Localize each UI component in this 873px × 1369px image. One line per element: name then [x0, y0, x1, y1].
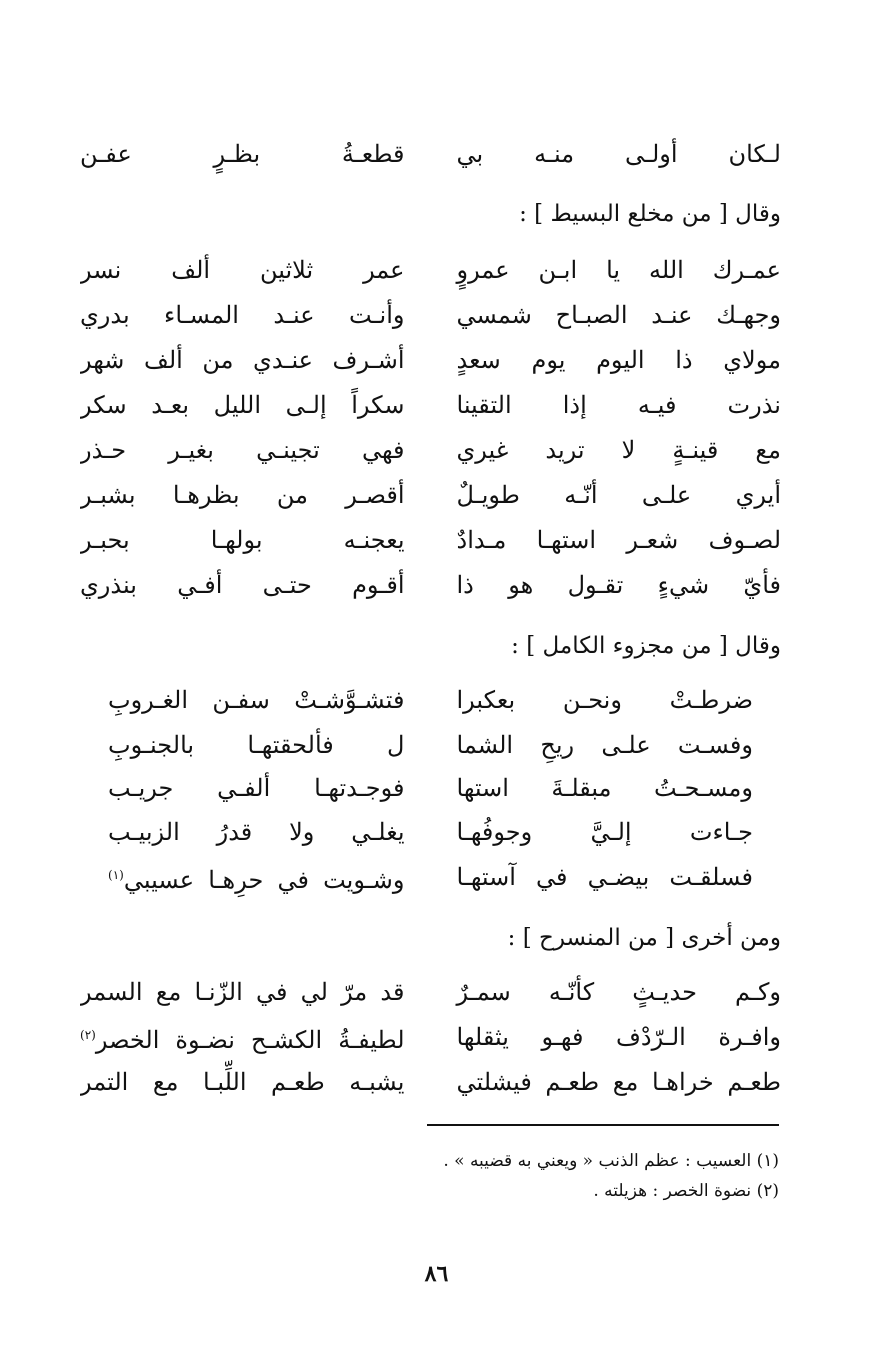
verse-line [80, 1060, 781, 1104]
verse-first-hemistich: جـاءت إلـيَّ وجوفُهـا [456, 818, 753, 846]
verse-second-hemistich: قطعـةُ بظـرٍ عفـن [80, 140, 405, 168]
verse-first-hemistich: وافـرة الـرّدْف فهـو يثقلها [456, 1023, 781, 1051]
verse-line [80, 383, 781, 427]
section-heading: ومن أخرى [ من المنسرح ] : [507, 925, 781, 951]
verse-first-hemistich: وكـم حديـثٍ كأنّـه سمـرٌ [456, 978, 781, 1006]
verse-line [108, 855, 753, 899]
verse-line [80, 970, 781, 1014]
footnote: (٢) نضوة الخصر : هزيلته . [593, 1181, 779, 1201]
verse-line [80, 473, 781, 517]
footnote-divider [427, 1124, 779, 1126]
page-number: ٨٦ [424, 1261, 449, 1287]
section-heading: وقال [ من مجزوء الكامل ] : [511, 633, 781, 659]
verse-first-hemistich: مع قينـةٍ لا تريد غيري [456, 436, 781, 464]
verse-first-hemistich: وفسـت علـى ريحِ الشما [456, 731, 753, 759]
verse-line [80, 1015, 781, 1059]
verse-text: وشـويت في حرِهـا عسيبي [123, 865, 405, 894]
verse-line [108, 810, 753, 854]
verse-first-hemistich: فأيّ شيءٍ تقـول هو ذا [456, 571, 781, 599]
footnote-marker: (٢) [80, 1027, 96, 1042]
verse-line [80, 248, 781, 292]
verse-first-hemistich: أيري علـى أنّـه طويـلٌ [456, 481, 781, 509]
verse-first-hemistich: مولاي ذا اليوم يوم سعدٍ [456, 346, 781, 374]
verse-second-hemistich: أقصـر من بظرهـا بشبـر [80, 481, 405, 509]
verse-line [80, 132, 781, 176]
verse-first-hemistich: نذرت فيـه إذا التقينا [456, 391, 781, 419]
verse-line [80, 428, 781, 472]
verse-first-hemistich: لـكان أولـى منـه بي [456, 140, 781, 168]
verse-first-hemistich: ضرطـتْ ونحـن بعكبرا [456, 686, 753, 714]
verse-second-hemistich: سكراً إلـى الليل بعـد سكر [80, 391, 405, 419]
footnote: (١) العسيب : عظم الذنب « ويعني به قضيبه » . [443, 1151, 779, 1171]
verse-second-hemistich: فهي تجينـي بغيـر حـذر [80, 436, 405, 464]
verse-text: لطيفـةُ الكشـح نضـوة الخصر [95, 1025, 405, 1054]
section-heading: وقال [ من مخلع البسيط ] : [519, 201, 781, 227]
verse-second-hemistich: أقـوم حتـى أفـي بنذري [80, 571, 405, 599]
verse-second-hemistich: يشبـه طعـم اللِّبـا مع التمر [80, 1068, 405, 1096]
verse-first-hemistich: ومسـحـتُ مبقلـةَ استها [456, 774, 753, 802]
verse-second-hemistich: يغلـي ولا قدرُ الزبيـب [108, 818, 405, 846]
verse-second-hemistich: فوجـدتهـا ألفـي جريـب [108, 774, 405, 802]
verse-first-hemistich: وجهـك عنـد الصبـاح شمسي [456, 301, 781, 329]
verse-first-hemistich: فسلقـت بيضـي في آستهـا [456, 863, 753, 891]
verse-first-hemistich: لصـوف شعـر استهـا مـدادٌ [456, 526, 781, 554]
verse-second-hemistich: قد مرّ لي في الزّنـا مع السمر [80, 978, 405, 1006]
verse-second-hemistich: وأنـت عنـد المسـاء بدري [80, 301, 405, 329]
verse-second-hemistich [80, 1013, 431, 1062]
verse-second-hemistich: ل فألحقتهـا بالجنـوبِ [108, 731, 405, 759]
verse-first-hemistich: طعـم خراهـا مع طعـم فيشلتي [456, 1068, 781, 1096]
verse-line [108, 723, 753, 767]
verse-second-hemistich: أشـرف عنـدي من ألف شهر [80, 346, 405, 374]
verse-second-hemistich: عمر ثلاثين ألف نسر [80, 256, 405, 284]
verse-second-hemistich: فتشـوَّشـتْ سفـن الغـروبِ [108, 686, 405, 714]
verse-line [80, 563, 781, 607]
verse-line [80, 518, 781, 562]
verse-line [108, 678, 753, 722]
verse-line [80, 338, 781, 382]
verse-line [108, 766, 753, 810]
verse-second-hemistich: يعجنـه بولهـا بحبـر [80, 526, 405, 554]
verse-first-hemistich: عمـرك الله يا ابـن عمروٍ [456, 256, 781, 284]
verse-line [80, 293, 781, 337]
verse-second-hemistich [108, 853, 431, 902]
footnote-marker: (١) [108, 867, 124, 882]
